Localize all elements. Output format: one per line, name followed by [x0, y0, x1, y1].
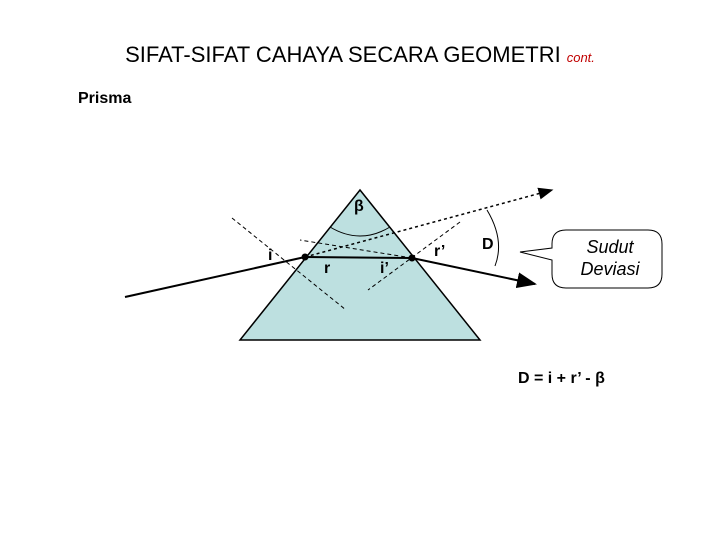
deviation-label: D	[482, 236, 494, 253]
refraction-angle-label: r	[324, 260, 331, 277]
entry-point	[302, 254, 309, 261]
title-cont: cont.	[566, 50, 595, 65]
refracted-ray	[305, 257, 412, 258]
callout-text	[560, 236, 660, 280]
section-label: Prisma	[78, 90, 132, 107]
callout-line1: Sudut	[586, 237, 634, 257]
internal-incidence-label: i’	[380, 260, 389, 277]
emergence-angle-label: r’	[434, 243, 446, 260]
beta-label: β	[354, 198, 364, 215]
exit-point	[409, 255, 416, 262]
deviation-formula: D = i + r’ - β	[518, 370, 605, 387]
callout-line2: Deviasi	[580, 259, 640, 279]
title-text: SIFAT-SIFAT CAHAYA SECARA GEOMETRI	[125, 42, 561, 67]
incidence-angle-label: i	[268, 247, 273, 264]
incident-ray	[125, 257, 305, 297]
